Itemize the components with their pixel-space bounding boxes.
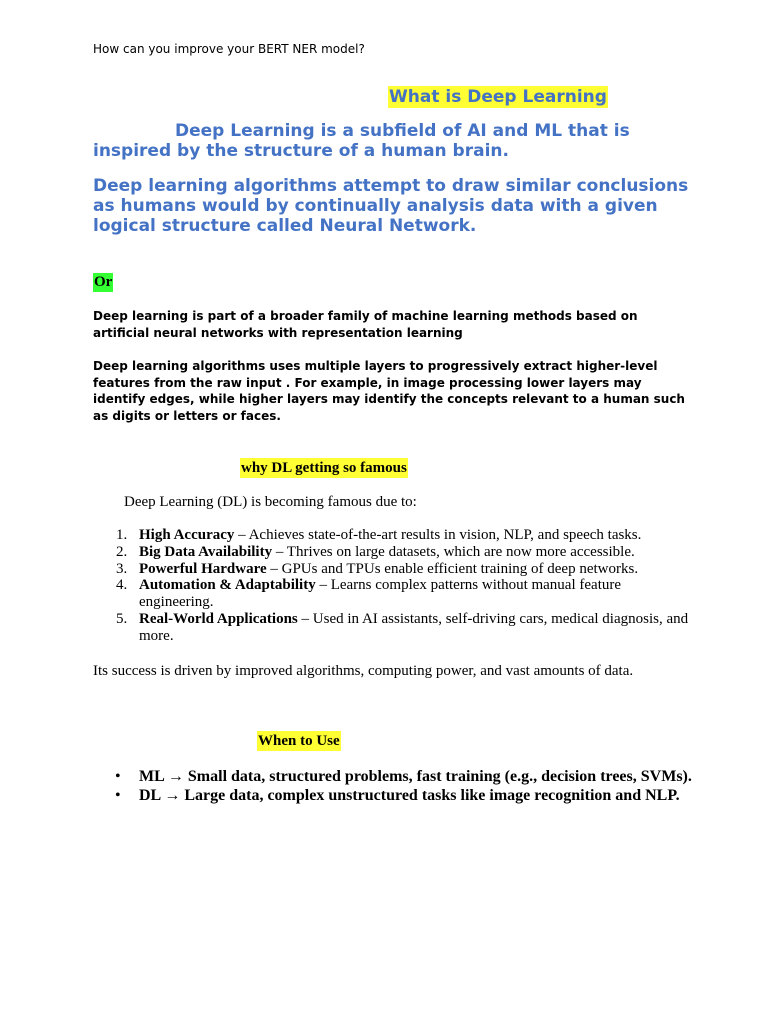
list-item: [93, 767, 693, 786]
list-description: – Thrives on large datasets, which are now more accessible.: [272, 543, 635, 560]
definition-text: Deep Learning is a subfield of AI and ML that is inspired by the structure of a human brain.: [93, 121, 630, 161]
layers-paragraph: Deep learning algorithms uses multiple layers to progressively extract higher-level features from the raw input . For example, in image processing lower layers may identify edges, while higher layers may identify the concepts relevant to a human such as digits or letters or faces.: [93, 359, 685, 423]
definition-paragraph: [93, 121, 693, 161]
list-term: Powerful Hardware: [139, 560, 267, 577]
or-label: Or: [94, 274, 113, 290]
why-intro-text: Deep Learning (DL) is becoming famous due to:: [124, 494, 417, 510]
list-item: [93, 527, 693, 544]
algorithm-paragraph: Deep learning algorithms attempt to draw similar conclusions as humans would by continually analysis data with a given logical structure called Neural Network.: [93, 176, 689, 236]
list-number: 1.: [116, 527, 128, 543]
list-description: – GPUs and TPUs enable efficient training of deep networks.: [266, 560, 639, 577]
broader-family-paragraph: Deep learning is part of a broader family of machine learning methods based on artificial neural networks with representation learning: [93, 309, 638, 340]
summary-text: Its success is driven by improved algorithms, computing power, and vast amounts of data.: [93, 663, 634, 679]
page-header: How can you improve your BERT NER model?: [93, 42, 365, 56]
list-number: 2.: [116, 543, 128, 560]
list-number: 4.: [116, 577, 128, 594]
bullet-icon: •: [115, 787, 121, 804]
list-description: – Learns complex patterns without manual feature engineering.: [139, 577, 622, 611]
list-term: Automation & Adaptability: [139, 577, 316, 594]
use-text: ML → Small data, structured problems, fast training (e.g., decision trees, SVMs).: [139, 768, 692, 785]
list-number: 3.: [116, 560, 128, 577]
list-description: – Achieves state-of-the-art results in vision, NLP, and speech tasks.: [234, 527, 642, 543]
list-item: [93, 611, 693, 645]
reasons-list: [93, 527, 693, 645]
list-description: – Used in AI assistants, self-driving cars, medical diagnosis, and more.: [139, 610, 689, 644]
uses-list: [93, 767, 693, 805]
section-title-when-to-use: When to Use: [258, 733, 340, 749]
list-item: [93, 561, 693, 578]
section-title-why-famous: why DL getting so famous: [241, 460, 407, 476]
list-term: Big Data Availability: [139, 543, 273, 560]
section-title-what-is-dl: What is Deep Learning: [389, 87, 607, 107]
list-item: [93, 577, 693, 611]
list-item: [93, 544, 693, 561]
use-text: DL → Large data, complex unstructured tasks like image recognition and NLP.: [139, 787, 680, 804]
bullet-icon: •: [115, 768, 121, 785]
list-number: 5.: [116, 610, 128, 627]
list-term: Real-World Applications: [139, 610, 298, 627]
list-item: [93, 786, 693, 805]
list-term: High Accuracy: [139, 527, 235, 543]
